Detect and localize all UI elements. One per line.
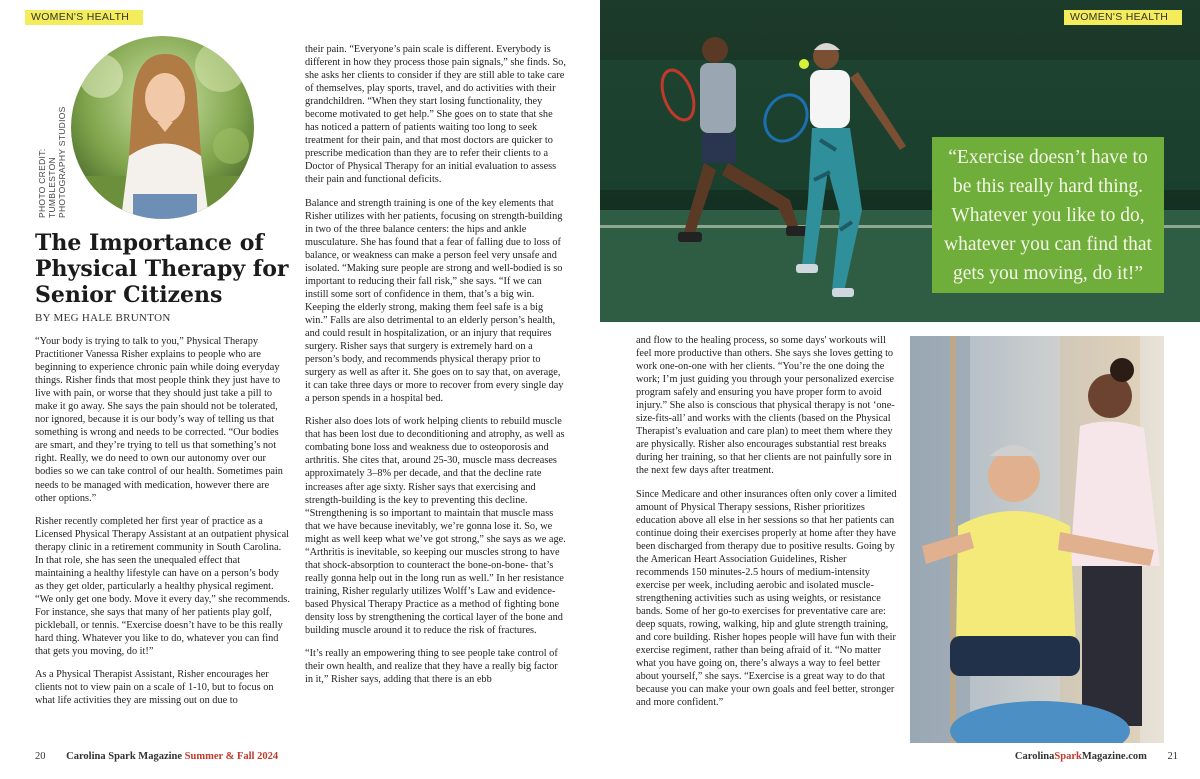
section-tag: WOMEN'S HEALTH bbox=[1064, 10, 1182, 25]
magazine-name: Carolina Spark Magazine bbox=[66, 751, 183, 762]
byline: BY MEG HALE BRUNTON bbox=[35, 312, 171, 324]
author-portrait bbox=[71, 36, 254, 219]
right-page bbox=[600, 0, 1200, 779]
site-highlight: Spark bbox=[1054, 751, 1082, 762]
paragraph: “It’s really an empowering thing to see people take control of their own health, and realize that they have a really big factor in it,” Risher says, adding that there is an ebb bbox=[305, 648, 558, 686]
page-number: 21 bbox=[1167, 751, 1178, 762]
page-number: 20 bbox=[35, 751, 46, 762]
site-prefix: Carolina bbox=[1014, 751, 1055, 762]
body-column-3 bbox=[636, 334, 898, 719]
paragraph: and flow to the healing process, so some days' workouts will feel more productive than others. She says she loves getting to work one-on-one with her clients. “You’re the one doing the work; I’m just guiding you through your personalized exercise program safely and ensuring you have proper form to avoid injury.” She also is conscious that physical therapy is not ‘one-size-fits-all’ and works with the clients (based on the Physical Therapist’s evaluation and care plan) to meet them where they are physically. Risher also encourages substantial rest breaks during her training, so that her clients are not painfully sore in the next few days after treatment. bbox=[636, 335, 895, 477]
body-column-1 bbox=[35, 335, 290, 717]
paragraph: Since Medicare and other insurances often only cover a limited amount of Physical Therapy sessions, Risher prioritizes education above all else in her sessions so that her patients can continue doing their exercises properly at home after they have been discharged from therapy due to positive results. Going by the American Heart Association Guidelines, Risher recommends 150 minutes-2.5 hours of medium-intensity exercise per week, including aerobic and isolated muscle-strengthening activities such as using weights, or resistance bands. Some of her go-to exercises for preventative care are: deep squats, rowing, walking, hip and glute strength training, and core building. Risher hopes people will have fun with their exercise regiment, rather than being afraid of it. “No matter what you have going on, there’s always a way to feel better about yourself,” she says. “Exercise is a great way to do that because you can make your own goals and feel better, stronger and more confident.” bbox=[636, 488, 897, 709]
article-headline: The Importance of Physical Therapy for Senior Citizens bbox=[35, 230, 289, 308]
therapy-photo bbox=[910, 336, 1164, 743]
body-column-2 bbox=[305, 43, 567, 696]
pull-quote: “Exercise doesn’t have to be this really hard thing. Whatever you like to do, whatever you can find that gets you moving, do it!” bbox=[932, 137, 1164, 293]
paragraph: their pain. “Everyone’s pain scale is different. Everybody is different in how they process those pain signals,” she finds. So, she asks her clients to consider if they are still able to take care of themselves, play sports, travel, and do activities with their grandchildren. “When they start losing functionality, they become motivated to get help.” She goes on to state that she has noticed a pattern of patients waiting too long to seek treatment for their pain, and that most doctors are quicker to prescribe medication than they are to refer their clients to a Doctor of Physical Therapy for an initial evaluation to assess their pain and functional deficits. bbox=[305, 44, 566, 186]
issue-label: Summer & Fall 2024 bbox=[184, 751, 279, 762]
paragraph: “Your body is trying to talk to you,” Physical Therapy Practitioner Vanessa Risher explains to people who are beginning to experience chronic pain while doing everyday things. Risher finds that most people think they just have to live with pain, or worse that they should just take a pill to make it go away. She says the pain should not be tolerated, nor ignored, because it is our body’s way of telling us that something is wrong and needs to be corrected. “Our bodies are smart, and they’re trying to tell us that something’s not right. Really, we do need to own our autonomy over our bodies so we can take control of our health. Sometimes pain needs to be managed with medication, however there are other options.” bbox=[35, 336, 283, 504]
paragraph: Risher also does lots of work helping clients to rebuild muscle that has been lost due to deconditioning and atrophy, as well as combating bone loss and weakness due to osteoporosis and arthritis. She cites that, around 25-30, muscle mass decreases approximately 3–8% per decade, and that the decline rate increases after age sixty. Risher says that exercising and strength-building is the key to preventing this decline. “Strengthening is so important to maintain that muscle mass that we have because inevitably, we’re gonna lose it. So, we might as well keep what we’ve got strong,” she says as we age. “Arthritis is inevitable, so keeping our muscles strong to have that shock-absorption to counteract the bone-on-bone- that’s really gonna help out in the long run as well.” In her resistance training, Risher regularly utilizes Wolff’s Law and evidence-based Physical Therapy Practice as a method of fighting bone density loss by strengthening the cortical layer of the bone and building muscle around it to reduce the risk of fractures. bbox=[305, 416, 566, 637]
paragraph: Risher recently completed her first year of practice as a Licensed Physical Therapy Assistant at an outpatient physical therapy clinic in a retirement community in South Carolina. In that role, she has seen the unequaled effect that maintaining a healthy lifestyle can have on a person’s body as they get older, particularly a healthy physical regiment. “We only get one body. Move it every day,” she recommends. For instance, she says that many of her patients play golf, pickleball, or tennis. “Exercise doesn’t have to be this really hard thing. Whatever you like to do, whatever you can find that gets you moving, do it!” bbox=[35, 515, 290, 658]
footer-left bbox=[35, 751, 278, 762]
paragraph: Balance and strength training is one of the key elements that Risher utilizes with her patients, focusing on strength-building in two of the three balance centers: the hips and ankle musculature. She has found that a fear of falling due to loss of balance, or weakness can make a person feel very unsafe and isolated. “Making sure people are strong and well-bodied is so important to reducing their fall risk,” she says. “If we can instill some sort of confidence in them, that’s a big win. Keeping the elderly strong, making them feel safe is a big win.” Falls are also detrimental to an elderly person’s health, and could result in hospitalization, or an injury that requires surgery. Risher says that surgery is extremely hard on a person’s body, and recommends physical therapy prior to surgery as well as after it. She goes on to say that, on average, it can take three days or more to recover from every single day a person spends in a hospital bed. bbox=[305, 197, 564, 405]
section-tag: WOMEN'S HEALTH bbox=[25, 10, 143, 25]
paragraph: As a Physical Therapist Assistant, Risher encourages her clients not to view pain on a scale of 1-10, but to focus on what life activities they are missing out on due to bbox=[35, 669, 274, 707]
photo-credit: PHOTO CREDIT: TUMBLESTON PHOTOGRAPHY STUDIOS bbox=[37, 106, 67, 218]
footer-right bbox=[1015, 751, 1178, 762]
site-suffix: Magazine.com bbox=[1081, 751, 1147, 762]
